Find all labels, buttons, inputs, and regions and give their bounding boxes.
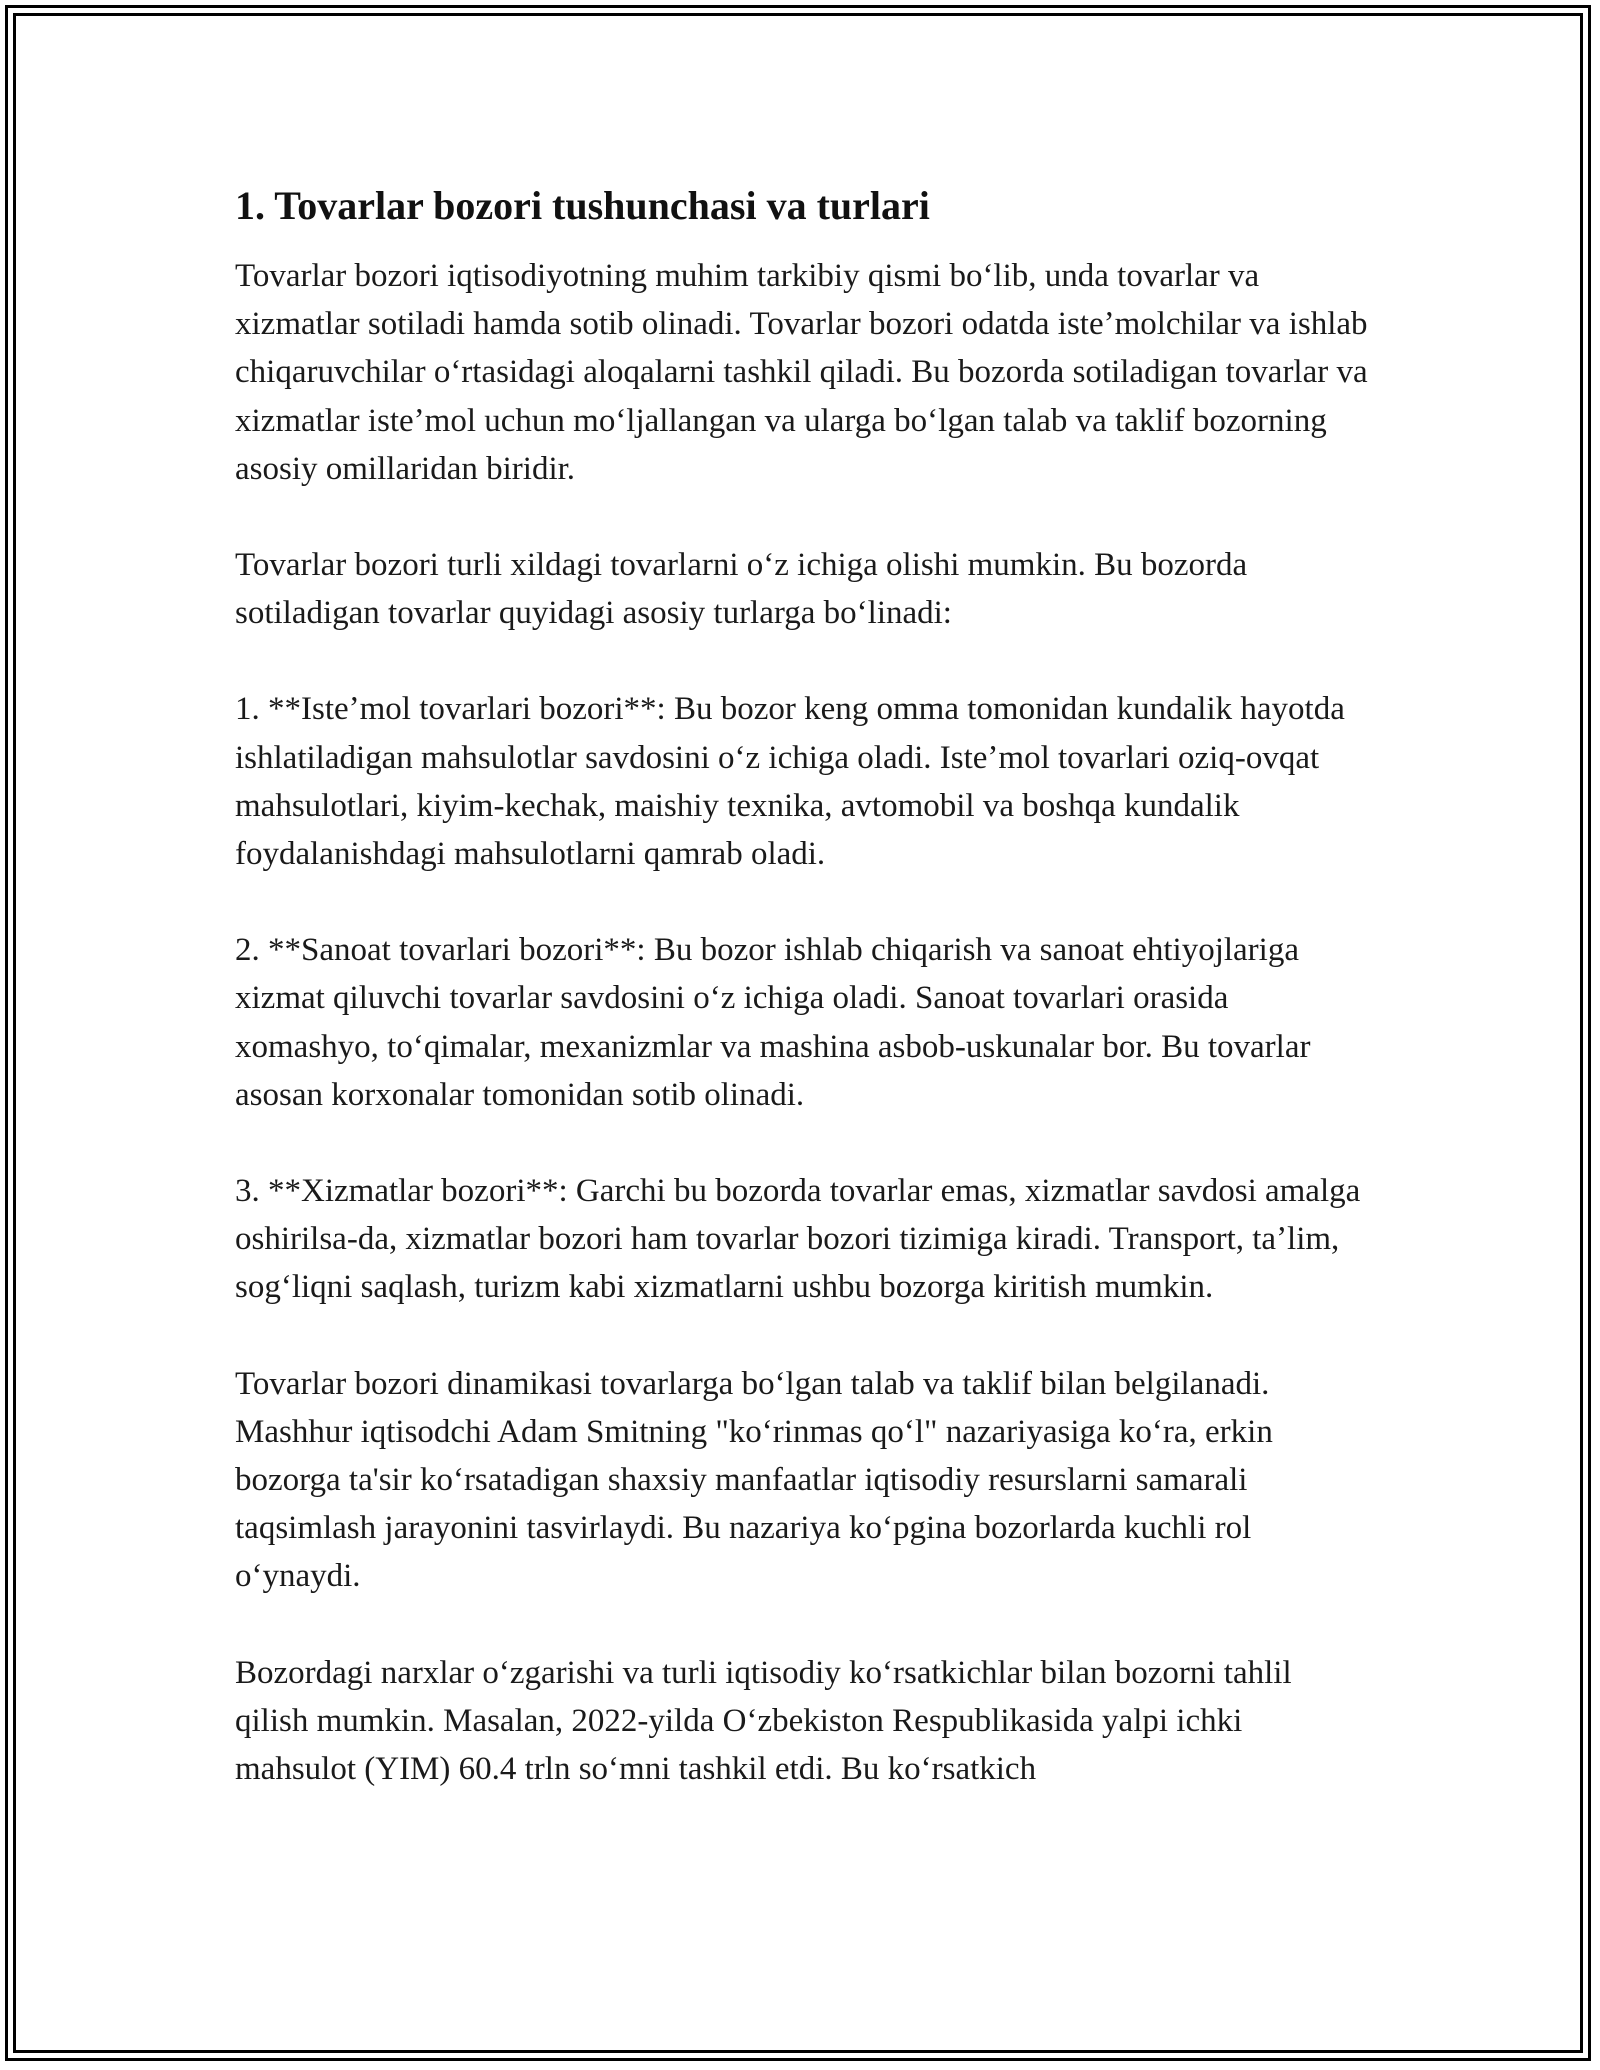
section-heading: 1. Tovarlar bozori tushunchasi va turlari — [235, 183, 930, 228]
paragraph-industrial-goods: 2. **Sanoat tovarlari bozori**: Bu bozor ishlab chiqarish va sanoat ehtiyojlariga xizmat qiluvchi tovarlar savdosini oʻz ichiga oladi. Sanoat tovarlari orasida xomashyo, toʻqimalar, mexanizmlar va mashina asbob-uskunalar bor. Bu tovarlar asosan korxonalar tomonidan sotib olinadi. — [235, 932, 1311, 1113]
paragraph-services: 3. **Xizmatlar bozori**: Garchi bu bozorda tovarlar emas, xizmatlar savdosi amalga oshirilsa-da, xizmatlar bozori ham tovarlar bozori tizimiga kiradi. Transport, taʼlim, sogʻliqni saqlash, turizm kabi xizmatlarni ushbu bozorga kiritish mumkin. — [235, 1173, 1361, 1306]
document-body — [235, 182, 1370, 1841]
paragraph-consumer-goods: 1. **Isteʼmol tovarlari bozori**: Bu bozor keng omma tomonidan kundalik hayotda ishlatiladigan mahsulotlar savdosini oʻz ichiga oladi. Isteʼmol tovarlari oziq-ovqat mahsulotlari, kiyim-kechak, maishiy texnika, avtomobil va boshqa kundalik foydalanishdagi mahsulotlarni qamrab oladi. — [235, 691, 1345, 873]
paragraph-price-analysis: Bozordagi narxlar oʻzgarishi va turli iqtisodiy koʻrsatkichlar bilan bozorni tahlil qilish mumkin. Masalan, 2022-yilda Oʻzbekiston Respublikasida yalpi ichki mahsulot (YIM) 60.4 trln soʻmni tashkil etdi. Bu koʻrsatkich — [235, 1654, 1292, 1788]
paragraph-types-intro: Tovarlar bozori turli xildagi tovarlarni oʻz ichiga olishi mumkin. Bu bozorda sotiladigan tovarlar quyidagi asosiy turlarga boʻlinadi: — [235, 547, 1248, 632]
paragraph-intro: Tovarlar bozori iqtisodiyotning muhim tarkibiy qismi boʻlib, unda tovarlar va xizmatlar sotiladi hamda sotib olinadi. Tovarlar bozori odatda isteʼmolchilar va ishlab chiqaruvchilar oʻrtasidagi aloqalarni tashkil qiladi. Bu bozorda sotiladigan tovarlar va xizmatlar isteʼmol uchun moʻljallangan va ularga boʻlgan talab va taklif bozorning asosiy omillaridan biridir. — [235, 258, 1368, 487]
paragraph-market-dynamics: Tovarlar bozori dinamikasi tovarlarga boʻlgan talab va taklif bilan belgilanadi. Mashhur iqtisodchi Adam Smitning "koʻrinmas qoʻl" nazariyasiga koʻra, erkin bozorga ta'sir koʻrsatadigan shaxsiy manfaatlar iqtisodiy resurslarni samarali taqsimlash jarayonini tasvirlaydi. Bu nazariya koʻpgina bozorlarda kuchli rol oʻynaydi. — [235, 1365, 1273, 1595]
